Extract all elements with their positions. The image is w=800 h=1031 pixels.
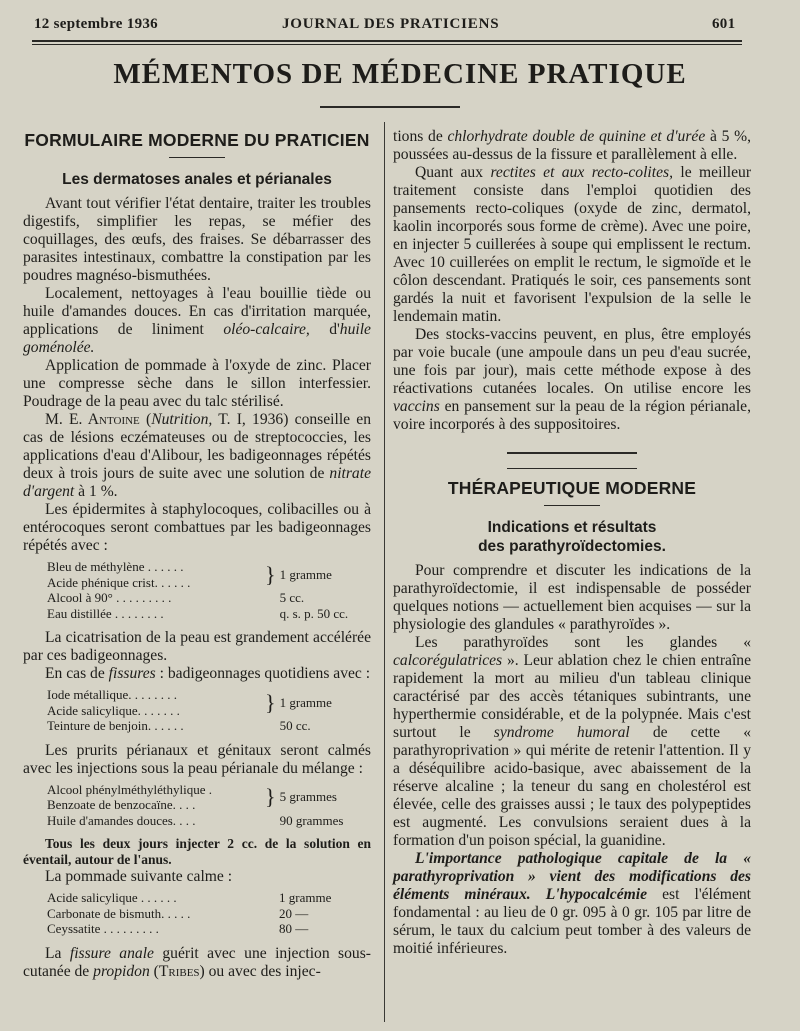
paragraph: Les prurits périanaux et génitaux seront calmés avec les injections sous la peau périanale du mélange : bbox=[23, 741, 371, 777]
header-rule bbox=[32, 40, 742, 42]
paragraph: La fissure anale guérit avec une injection sous-cutanée de propidon (Tribes) ou avec des injec- bbox=[23, 944, 371, 980]
formula-note: Tous les deux jours injecter 2 cc. de la solution en éventail, autour de l'anus. bbox=[23, 836, 371, 867]
header-date: 12 septembre 1936 bbox=[34, 16, 158, 32]
paragraph: Localement, nettoyages à l'eau bouillie tiède ou huile d'amandes douces. En cas d'irritation marquée, applications de liniment oléo-calcaire, d'huile goménolée. bbox=[23, 285, 371, 356]
section-separator bbox=[507, 452, 637, 454]
paragraph: M. E. Antoine (Nutrition, T. I, 1936) conseille en cas de lésions eczémateuses ou de streptococcies, les applications d'eau d'Alibour, les badigeonnages répétés deux à trois jours de suite avec une solution de nitrate d'argent à 1 %. bbox=[23, 411, 372, 500]
header-rule-thin bbox=[32, 44, 742, 45]
section-title-therapeutique: THÉRAPEUTIQUE MODERNE bbox=[447, 478, 697, 498]
paragraph: Application de pommade à l'oxyde de zinc. Placer une compresse sèche dans le sillon interfessier. Poudrage de la peau avec du talc stérilisé. bbox=[23, 357, 371, 410]
section-title-formulaire: FORMULAIRE MODERNE DU PRATICIEN bbox=[24, 130, 370, 150]
right-column bbox=[393, 128, 751, 958]
header-page-number: 601 bbox=[712, 16, 736, 32]
paragraph: L'importance pathologique capitale de la « parathyroprivation » vient des modifications des éléments minéraux. L'hypocalcémie est l'élément fondamental : au lieu de 0 gr. 095 à 0 gr. 105 par litre de sérum, le taux du calcium peut tomber à des valeurs de moitié inférieures. bbox=[393, 850, 751, 957]
paragraph: Quant aux rectites et aux recto-colites, le meilleur traitement consiste dans l'emploi quotidien des pansements recto-coliques (oxyde de zinc, dermatol, kaolin incorporés sous forme de crème). Avec une poire, en injecter 5 cuillerées à soupe qui emplissent le rectum. Avec 10 cuillerées on emplit le rectum, le sigmoïde et le côlon descendant. Pratiqués le soir, ces pansements sont gardés la nuit et favorisent l'expulsion de la selle le lendemain matin. bbox=[393, 164, 752, 325]
paragraph: Les épidermites à staphylocoques, colibacilles ou à entérocoques seront combattues par les badigeonnages répétés avec : bbox=[23, 501, 371, 554]
formula-row: Huile d'amandes douces. . . . 90 grammes bbox=[47, 812, 344, 828]
formula-row: Acide salicylique . . . . . . 1 gramme bbox=[47, 890, 332, 905]
formula-row: Carbonate de bismuth. . . . . 20 — bbox=[47, 905, 309, 921]
paragraph: La cicatrisation de la peau est grandement accélérée par ces badigeonnages. bbox=[23, 629, 371, 664]
main-title: MÉMENTOS DE MÉDECINE PRATIQUE bbox=[113, 58, 687, 90]
formula-row: Teinture de benjoin. . . . . . 50 cc. bbox=[47, 718, 311, 733]
formula-row: Acide phénique crist. . . . . . bbox=[47, 574, 191, 590]
formula-row: Alcool à 90° . . . . . . . . . 5 cc. bbox=[47, 590, 305, 605]
formula-table-4 bbox=[47, 890, 365, 937]
formula-table-1 bbox=[47, 559, 365, 621]
formula-row: Ceyssatite . . . . . . . . . 80 — bbox=[47, 921, 309, 936]
subsection-title-dermatoses: Les dermatoses anales et périanales bbox=[62, 171, 332, 188]
author-name: M. E. Antoine bbox=[45, 411, 140, 428]
formula-row: Bleu de méthylène . . . . . . } 1 gramme bbox=[47, 559, 332, 587]
paragraph: tions de chlorhydrate double de quinine et d'urée à 5 %, poussées au-dessus de la fissure et parallèlement à elle. bbox=[393, 128, 751, 163]
title-rule bbox=[320, 106, 460, 108]
formula-row: Benzoate de benzocaïne. . . . bbox=[47, 797, 196, 812]
paragraph: Pour comprendre et discuter les indications de la parathyroïdectomie, il est indispensable de posséder quelques notions — actuellement bien acquises — sur la physiologie des glandules « parathyroïdes ». bbox=[393, 562, 751, 633]
formula-row: Eau distillée . . . . . . . . q. s. p. 50 cc. bbox=[47, 605, 349, 621]
section-rule bbox=[544, 505, 600, 506]
paragraph: Des stocks-vaccins peuvent, en plus, être employés par voie bucale (une ampoule dans un peu d'eau sucrée, une fois par jour), mais cette méthode expose à des réactivations cutanées locales. On utilise encore les vaccins en pansement sur la peau de la région périanale, voire incorporés à des suppositoires. bbox=[393, 326, 751, 433]
paragraph: La pommade suivante calme : bbox=[45, 868, 233, 885]
section-rule bbox=[169, 157, 225, 158]
paragraph: Avant tout vérifier l'état dentaire, traiter les troubles digestifs, simplifier les repas, se méfier des coquillages, des œufs, des fraises. Se débarrasser des parasites intestinaux, combattre la constipation par les poudres magnéso-bismuthées. bbox=[23, 195, 371, 284]
paragraph: Les parathyroïdes sont les glandes « calcorégulatrices ». Leur ablation chez le chien entraîne rapidement la mort au milieu d'un tableau clinique caractérisé par des accès tétaniques subintrants, une hyperthermie considérable, et de la polypnée. Mais c'est surtout le syndrome humoral de cette « parathyroprivation » qui mérite de retenir l'attention. Il y a déséquilibre acido-basique, avec abaissement de la réserve alcaline ; la teneur du sang en cholestérol est élevée, celle des graisses aussi ; le taux des polypeptides est augmenté. Les convulsions seraient dues à la formation d'un poison spécial, la guanidine. bbox=[393, 634, 751, 849]
column-divider bbox=[384, 122, 385, 1022]
left-column bbox=[23, 127, 371, 981]
section-separator-thin bbox=[507, 468, 637, 469]
formula-table-3 bbox=[47, 782, 365, 829]
formula-row: Acide salicylique. . . . . . . bbox=[47, 702, 180, 718]
header-journal-title: JOURNAL DES PRATICIENS bbox=[282, 16, 500, 32]
formula-row: Alcool phénylméthyléthylique . } 5 grammes bbox=[47, 781, 337, 810]
formula-table-2 bbox=[47, 687, 365, 734]
formula-row: Iode métallique. . . . . . . . } 1 gramme bbox=[47, 687, 332, 715]
subsection-title-parathyroidectomies: Indications et résultats des parathyroïdectomies. bbox=[478, 519, 666, 555]
paragraph: En cas de fissures : badigeonnages quotidiens avec : bbox=[45, 665, 371, 682]
